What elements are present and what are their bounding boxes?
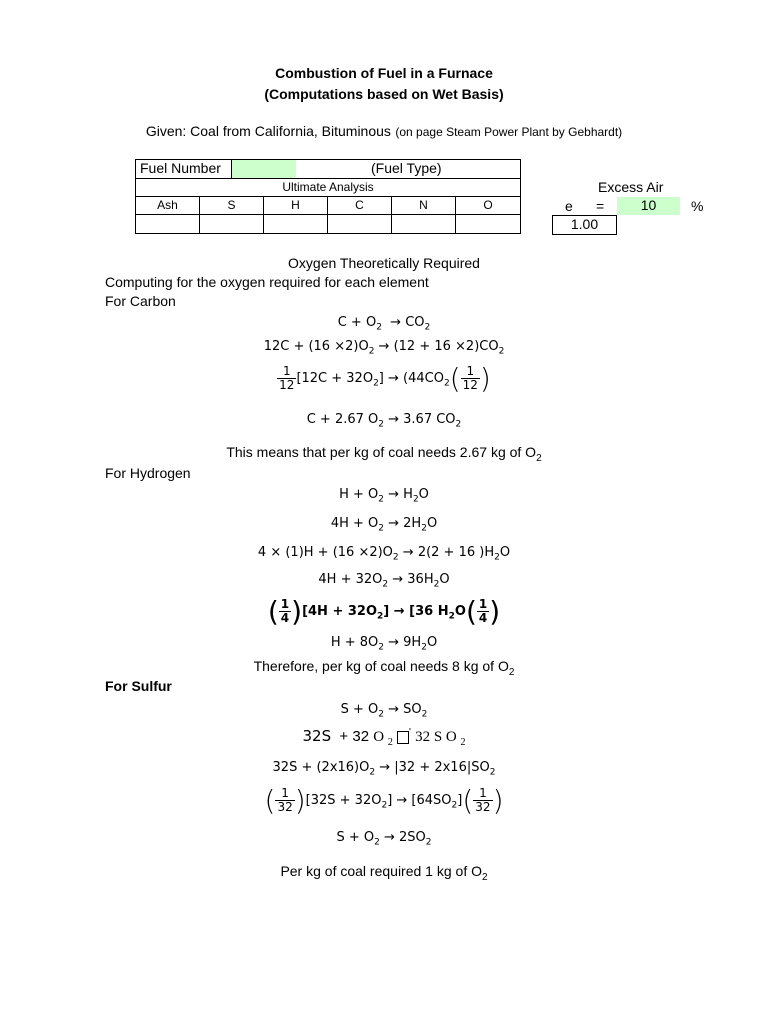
- value-h[interactable]: [263, 214, 328, 234]
- hydrogen-eq-1: $H + O_2 \to H_2O$: [339, 487, 429, 505]
- carbon-conclusion-subscript: 2: [536, 452, 542, 464]
- col-o: O: [455, 196, 521, 215]
- fuel-number-label: Fuel Number: [140, 160, 221, 176]
- sulfur-eq-5: $S + O_2 \to 2SO_2$: [336, 830, 432, 848]
- hydrogen-heading: For Hydrogen: [105, 465, 191, 481]
- percent-unit: %: [691, 198, 704, 214]
- fuel-number-input[interactable]: [231, 160, 296, 178]
- sulfur-eq-3: $32S + (2x16)O_2 \to |32 + 2x16|SO_2$: [272, 760, 496, 778]
- given-note: (on page Steam Power Plant by Gebhardt): [395, 125, 623, 139]
- analysis-header: Ultimate Analysis: [135, 178, 521, 197]
- col-c: C: [327, 196, 392, 215]
- given-text: Given: Coal from California, Bituminous: [145, 123, 391, 139]
- given-line: [0, 123, 768, 141]
- sulfur-eq-4: ( $\frac{1}{32}$ )$[32S + 32O_2] \to [64SO_2]$( $\frac{1}{32}$ ): [264, 784, 504, 817]
- value-s[interactable]: [199, 214, 264, 234]
- hydrogen-eq-5: ( $\frac{1}{4}$ )$[4H + 32O_2] \to [36$ $H_2O$( $\frac{1}{4}$ ): [267, 595, 501, 628]
- hydrogen-conclusion-text: Therefore, per kg of coal needs 8 kg of O: [253, 658, 509, 674]
- hydrogen-conclusion: [0, 658, 768, 678]
- sulfur-conclusion-subscript: 2: [482, 871, 488, 883]
- excess-factor-cell: 1.00: [552, 215, 617, 235]
- e-label: e: [565, 198, 573, 214]
- sulfur-eq-2: 32S + 32 O $_2$ ' 32 S O $_2$: [302, 727, 466, 748]
- carbon-eq-3: $\frac{1}{12}$ $[12C + 32O_2] \to (44CO_2$( $\frac{1}{12}$ ): [279, 362, 491, 395]
- sulfur-heading: For Sulfur: [105, 678, 172, 694]
- sulfur-conclusion: [0, 863, 768, 883]
- oxygen-intro: Computing for the oxygen required for each element: [105, 274, 429, 290]
- page-subtitle: (Computations based on Wet Basis): [264, 86, 504, 102]
- carbon-heading: For Carbon: [105, 293, 176, 309]
- hydrogen-eq-3: $4 \times (1)H + (16 \times 2)O_2 \to 2(2 + 16$ )$H_2O$: [257, 545, 511, 563]
- value-o[interactable]: [455, 214, 521, 234]
- value-c[interactable]: [327, 214, 392, 234]
- value-ash[interactable]: [135, 214, 200, 234]
- hydrogen-eq-2: $4H + O_2 \to 2H_2O$: [330, 516, 438, 534]
- col-s: S: [199, 196, 264, 215]
- page-title: Combustion of Fuel in a Furnace: [275, 65, 493, 81]
- carbon-conclusion: [0, 444, 768, 464]
- oxygen-heading: Oxygen Theoretically Required: [288, 255, 480, 271]
- hydrogen-eq-6: $H + 8O_2 \to 9H_2O$: [330, 635, 438, 653]
- fuel-type-label: (Fuel Type): [371, 160, 442, 176]
- sulfur-conclusion-text: Per kg of coal required 1 kg of O: [280, 863, 482, 879]
- carbon-eq-4: C + 2.67 $O_2 \to 3.67$ $CO_2$: [306, 412, 462, 430]
- value-n[interactable]: [391, 214, 456, 234]
- hydrogen-conclusion-subscript: 2: [508, 666, 515, 678]
- col-n: N: [391, 196, 456, 215]
- carbon-conclusion-text: This means that per kg of coal needs 2.67 kg of O: [226, 444, 537, 460]
- excess-air-input[interactable]: 10: [617, 197, 680, 215]
- carbon-eq-2: $12C + (16 \times 2)O_2 \to (12 + 16 \times 2)CO_2$: [263, 339, 505, 357]
- excess-air-label: Excess Air: [598, 179, 664, 195]
- equals-sign: =: [596, 198, 605, 214]
- hydrogen-eq-4: $4H + 32O_2 \to 36H_2O$: [318, 572, 450, 590]
- col-h: H: [263, 196, 328, 215]
- col-ash: Ash: [135, 196, 200, 215]
- missing-glyph-box: [397, 731, 409, 744]
- carbon-eq-1: $C + O_2 \to CO_2$: [337, 315, 431, 333]
- sulfur-eq-1: $S + O_2 \to SO_2$: [340, 702, 428, 720]
